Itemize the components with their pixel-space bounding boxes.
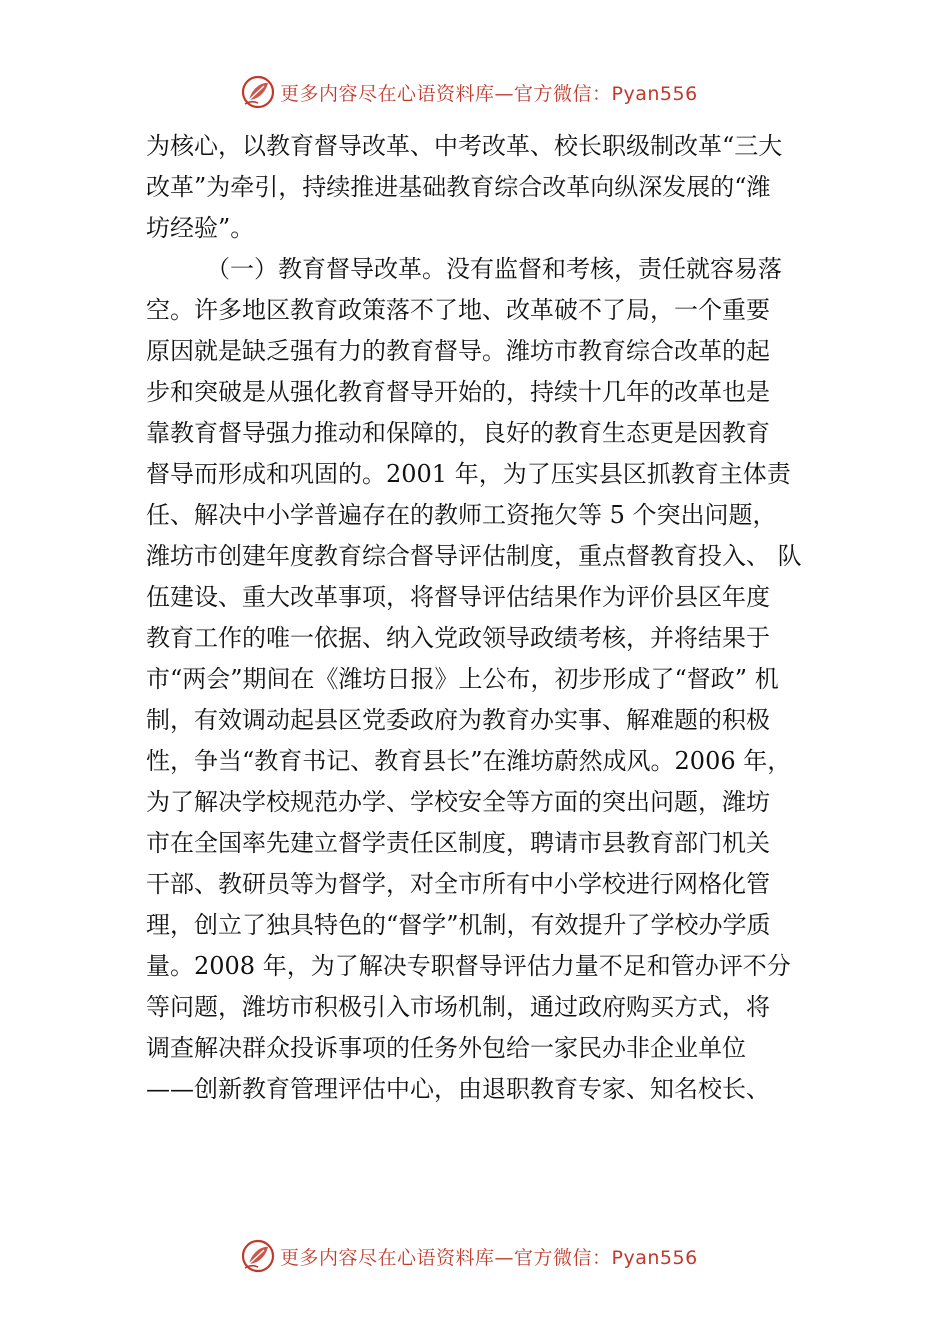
leaf-logo-icon <box>240 74 276 110</box>
text-line: 为核心，以教育督导改革、中考改革、校长职级制改革“三大 <box>146 132 783 160</box>
text-line: 量。2008 年，为了解决专职督导评估力量不足和管办评不分 <box>146 952 791 980</box>
text-line: 靠教育督导强力推动和保障的，良好的教育生态更是因教育 <box>146 419 770 447</box>
text-line: 调查解决群众投诉事项的任务外包给一家民办非企业单位 <box>146 1034 746 1062</box>
text-line: 制，有效调动起县区党委政府为教育办实事、解难题的积极 <box>146 706 770 734</box>
text-line: 原因就是缺乏强有力的教育督导。潍坊市教育综合改革的起 <box>146 337 770 365</box>
text-line: 市“两会”期间在《潍坊日报》上公布，初步形成了“督政” 机 <box>146 665 779 693</box>
text-line: 为了解决学校规范办学、学校安全等方面的突出问题，潍坊 <box>146 788 770 816</box>
text-line: 等问题，潍坊市积极引入市场机制，通过政府购买方式，将 <box>146 993 770 1021</box>
text-line: 任、解决中小学普遍存在的教师工资拖欠等 5 个突出问题， <box>146 501 777 529</box>
text-line: 性，争当“教育书记、教育县长”在潍坊蔚然成风。2006 年， <box>146 747 792 775</box>
text-line: 坊经验”。 <box>146 214 255 242</box>
text-line: 空。许多地区教育政策落不了地、改革破不了局，一个重要 <box>146 296 770 324</box>
text-line: 伍建设、重大改革事项，将督导评估结果作为评价县区年度 <box>146 583 770 611</box>
text-line: 市在全国率先建立督学责任区制度，聘请市县教育部门机关 <box>146 829 770 857</box>
text-line: 督导而形成和巩固的。2001 年，为了压实县区抓教育主体责 <box>146 460 791 488</box>
banner-text: 更多内容尽在心语资料库—官方微信：Pyan556 <box>280 1246 698 1269</box>
banner-text: 更多内容尽在心语资料库—官方微信：Pyan556 <box>280 82 698 105</box>
text-line: 干部、教研员等为督学，对全市所有中小学校进行网格化管 <box>146 870 770 898</box>
section-heading-line: （一）教育督导改革。没有监督和考核，责任就容易落 <box>206 255 782 283</box>
text-line: 步和突破是从强化教育督导开始的，持续十几年的改革也是 <box>146 378 770 406</box>
leaf-logo-icon <box>240 1238 276 1274</box>
footer-banner <box>0 1236 950 1276</box>
text-line: 教育工作的唯一依据、纳入党政领导政绩考核，并将结果于 <box>146 624 770 652</box>
text-line: ——创新教育管理评估中心，由退职教育专家、知名校长、 <box>146 1075 770 1103</box>
header-banner <box>0 72 950 112</box>
text-line: 潍坊市创建年度教育综合督导评估制度，重点督教育投入、 队 <box>146 542 802 570</box>
text-line: 改革”为牵引，持续推进基础教育综合改革向纵深发展的“潍 <box>146 173 771 201</box>
document-body <box>146 126 806 1110</box>
text-line: 理，创立了独具特色的“督学”机制，有效提升了学校办学质 <box>146 911 771 939</box>
